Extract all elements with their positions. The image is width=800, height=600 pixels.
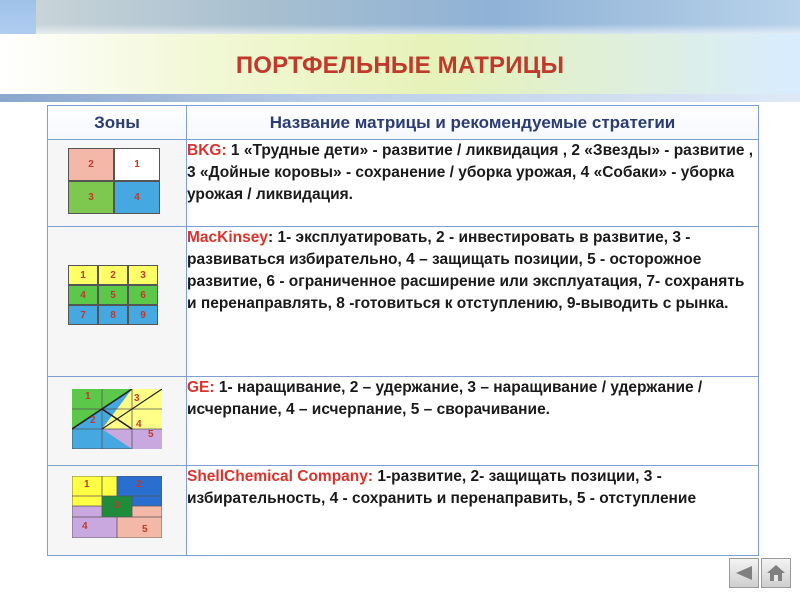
zone-label: 7 bbox=[68, 305, 98, 325]
zone-label: 6 bbox=[128, 285, 158, 305]
header-photo bbox=[36, 0, 800, 34]
strategy-description: 1- наращивание, 2 – удержание, 3 – наращивание / удержание / исчерпание, 4 – исчерпание, 5 – сворачивание. bbox=[187, 379, 703, 418]
zone-label: 1 bbox=[114, 148, 160, 181]
bkg-matrix-diagram bbox=[68, 148, 160, 214]
zone-label: 1 bbox=[84, 479, 90, 490]
table-row bbox=[48, 227, 759, 377]
matrix-name: ShellChemical Company: bbox=[187, 468, 374, 485]
zone-label: 4 bbox=[68, 285, 98, 305]
zone-label: 5 bbox=[142, 524, 148, 535]
table-row bbox=[48, 466, 759, 556]
zone-label: 4 bbox=[82, 521, 88, 532]
zone-label: 2 bbox=[90, 415, 96, 426]
zone-label: 2 bbox=[68, 148, 114, 181]
zone-label: 2 bbox=[98, 265, 128, 285]
back-button[interactable] bbox=[729, 558, 759, 588]
back-arrow-icon bbox=[734, 565, 754, 581]
matrix-name: BKG: bbox=[187, 142, 227, 159]
zone-label: 8 bbox=[98, 305, 128, 325]
strategy-description: 1 «Трудные дети» - развитие / ликвидация , 2 «Звезды» - развитие , 3 «Дойные коровы» - сохранение / уборка урожая, 4 «Собаки» - уборка урожая / ликвидация. bbox=[187, 142, 754, 203]
table-row bbox=[48, 140, 759, 227]
strategy-description: 1-развитие, 2- защищать позиции, 3 - избирательность, 4 - сохранить и перенаправить, 5 - отступление bbox=[187, 468, 697, 507]
strategy-text bbox=[187, 227, 759, 377]
table-header-row bbox=[48, 106, 759, 140]
zone-label: 4 bbox=[114, 181, 160, 214]
portfolio-matrix-table bbox=[47, 105, 759, 556]
zone-label: 3 bbox=[134, 393, 140, 404]
zone-label: 1 bbox=[85, 391, 91, 402]
zone-label: 4 bbox=[136, 419, 142, 430]
zone-label: 1 bbox=[68, 265, 98, 285]
strategy-text bbox=[187, 140, 759, 227]
strategy-description: : 1- эксплуатировать, 2 - инвестировать в развитие, 3 - развиваться избирательно, 4 – защищать позиции, 5 - осторожное развитие, 6 - ограниченное расширение или эксплуатация, 7- сохранять и перенаправлять, 8 -готовиться к отступлению, 9-выводить с рынка. bbox=[187, 229, 745, 312]
zone-diagram-cell bbox=[48, 377, 187, 466]
ge-matrix-diagram bbox=[72, 389, 162, 449]
matrix-name: GE: bbox=[187, 379, 215, 396]
shell-matrix-diagram bbox=[72, 476, 162, 538]
zone-diagram-cell bbox=[48, 466, 187, 556]
zone-label: 5 bbox=[98, 285, 128, 305]
home-button[interactable] bbox=[761, 558, 791, 588]
zone-label: 5 bbox=[148, 429, 154, 440]
home-icon bbox=[766, 564, 786, 582]
zone-label: 2 bbox=[136, 479, 142, 490]
zone-label: 3 bbox=[128, 265, 158, 285]
zone-diagram-cell bbox=[48, 227, 187, 377]
strategy-text bbox=[187, 466, 759, 556]
header-strategies: Название матрицы и рекомендуемые стратегии bbox=[187, 106, 759, 140]
zone-label: 3 bbox=[68, 181, 114, 214]
matrix-name: MacKinsey bbox=[187, 229, 268, 246]
mckinsey-matrix-diagram bbox=[68, 265, 158, 325]
zone-label: 9 bbox=[128, 305, 158, 325]
zone-label: 3 bbox=[114, 500, 120, 511]
table-row bbox=[48, 377, 759, 466]
header-zones: Зоны bbox=[48, 106, 187, 140]
strategy-text bbox=[187, 377, 759, 466]
page-title: ПОРТФЕЛЬНЫЕ МАТРИЦЫ bbox=[235, 52, 565, 79]
zone-diagram-cell bbox=[48, 140, 187, 227]
